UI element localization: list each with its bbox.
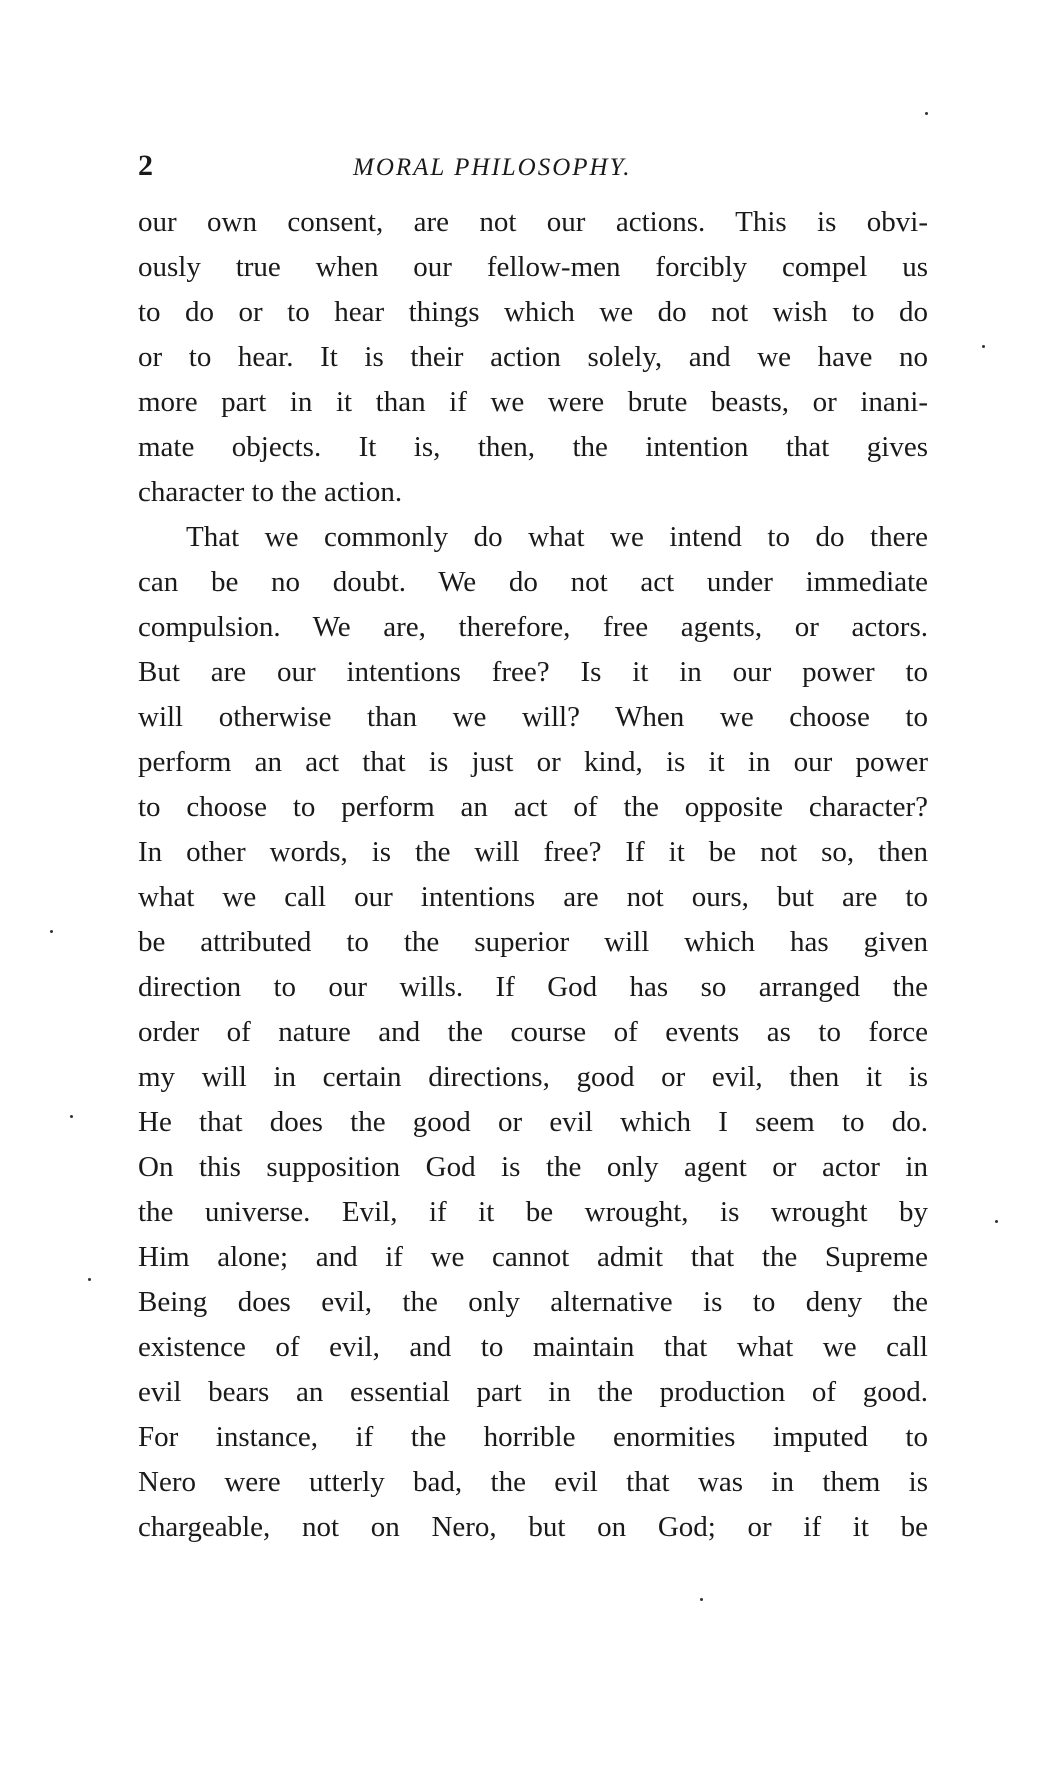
text-line: to do or to hear things which we do not wish to do	[138, 296, 928, 328]
print-speck	[88, 1278, 91, 1281]
text-line: my will in certain directions, good or evil, then it is	[138, 1061, 928, 1093]
text-line: On this supposition God is the only agent or actor in	[138, 1151, 928, 1183]
text-line: Being does evil, the only alternative is to deny the	[138, 1286, 928, 1318]
text-line: what we call our intentions are not ours, but are to	[138, 881, 928, 913]
text-line: our own consent, are not our actions. This is obvi-	[138, 206, 928, 238]
text-line: chargeable, not on Nero, but on God; or if it be	[138, 1511, 928, 1543]
text-line: will otherwise than we will? When we choose to	[138, 701, 928, 733]
text-line: existence of evil, and to maintain that what we call	[138, 1331, 928, 1363]
text-line: more part in it than if we were brute beasts, or inani-	[138, 386, 928, 418]
text-line: mate objects. It is, then, the intention that gives	[138, 431, 928, 463]
page-number: 2	[138, 149, 153, 182]
text-line: evil bears an essential part in the production of good.	[138, 1376, 928, 1408]
print-speck	[70, 1115, 73, 1118]
text-line: character to the action.	[138, 476, 403, 508]
text-line: Him alone; and if we cannot admit that the Supreme	[138, 1241, 928, 1273]
text-line: compulsion. We are, therefore, free agents, or actors.	[138, 611, 928, 643]
print-speck	[700, 1598, 703, 1601]
print-speck	[925, 112, 928, 115]
text-line: But are our intentions free? Is it in our power to	[138, 656, 928, 688]
print-speck	[50, 930, 53, 933]
text-line: ously true when our fellow-men forcibly compel us	[138, 251, 928, 283]
text-line: direction to our wills. If God has so arranged the	[138, 971, 928, 1003]
text-line: or to hear. It is their action solely, and we have no	[138, 341, 928, 373]
page-header	[138, 148, 928, 188]
text-line: be attributed to the superior will which has given	[138, 926, 928, 958]
text-line: He that does the good or evil which I seem to do.	[138, 1106, 928, 1138]
text-line: In other words, is the will free? If it be not so, then	[138, 836, 928, 868]
text-line: order of nature and the course of events as to force	[138, 1016, 928, 1048]
text-line: the universe. Evil, if it be wrought, is wrought by	[138, 1196, 928, 1228]
text-line: Nero were utterly bad, the evil that was in them is	[138, 1466, 928, 1498]
text-line: That we commonly do what we intend to do there	[186, 521, 928, 553]
print-speck	[995, 1220, 998, 1223]
running-title: MORAL PHILOSOPHY.	[353, 154, 632, 181]
print-speck	[982, 345, 985, 348]
text-line: can be no doubt. We do not act under immediate	[138, 566, 928, 598]
text-line: to choose to perform an act of the opposite character?	[138, 791, 928, 823]
body-text	[138, 200, 928, 1550]
text-line: perform an act that is just or kind, is it in our power	[138, 746, 928, 778]
text-line: For instance, if the horrible enormities imputed to	[138, 1421, 928, 1453]
